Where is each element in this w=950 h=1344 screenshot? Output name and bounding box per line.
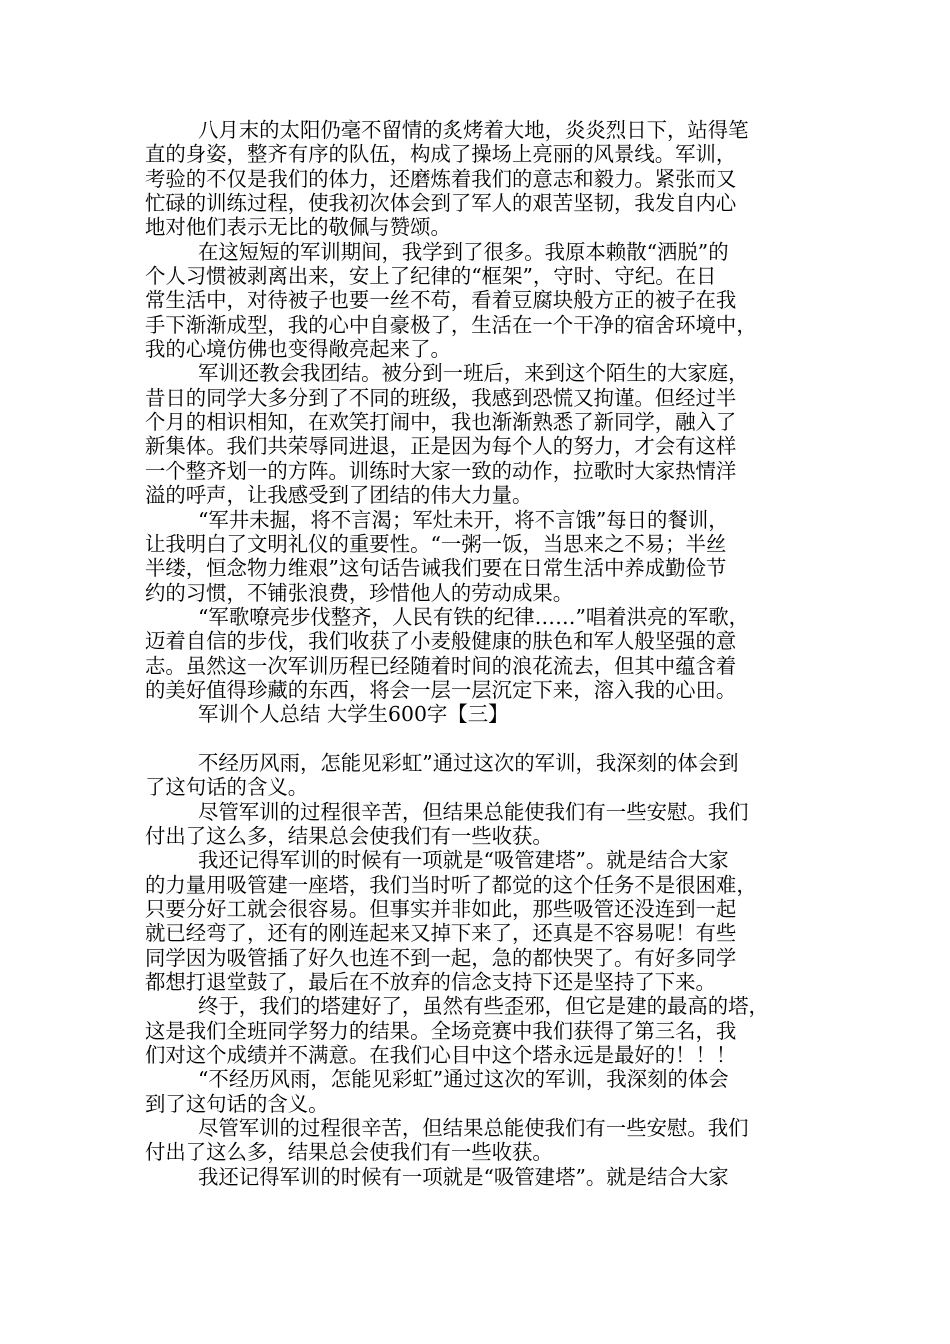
text-line: “军井未掘，将不言渴；军灶未开，将不言饿”每日的餐训， <box>198 507 729 532</box>
text-line: “军歌嘹亮步伐整齐，人民有铁的纪律……”唱着洪亮的军歌， <box>198 604 750 629</box>
text-line: 八月末的太阳仍毫不留情的炙烤着大地，炎炎烈日下，站得笔 <box>198 118 749 142</box>
text-line: 同学因为吸管插了好久也连不到一起，急的都快哭了。有好多同学 <box>145 945 737 970</box>
text-line: “不经历风雨，怎能见彩虹”通过这次的军训，我深刻的体会 <box>198 1067 729 1092</box>
text-line: 都想打退堂鼓了，最后在不放弃的信念支持下还是坚持了下来。 <box>145 970 716 995</box>
text-line: 让我明白了文明礼仪的重要性。“一粥一饭，当思来之不易；半丝 <box>145 531 727 556</box>
text-line: 忙碌的训练过程，使我初次体会到了军人的艰苦坚韧，我发自内心 <box>145 191 737 216</box>
text-line: 直的身姿，整齐有序的队伍，构成了操场上亮丽的风景线。军训， <box>145 142 737 167</box>
text-line: 们对这个成绩并不满意。在我们心目中这个塔永远是最好的！！！ <box>145 1043 737 1068</box>
text-line: 昔日的同学大多分到了不同的班级，我感到恐慌又拘谨。但经过半 <box>145 385 737 410</box>
text-line: 我的心境仿佛也变得敞亮起来了。 <box>145 337 451 362</box>
text-line: 一个整齐划一的方阵。训练时大家一致的动作，拉歌时大家热情洋 <box>145 458 737 483</box>
text-line: 半缕，恒念物力维艰”这句话告诫我们要在日常生活中养成勤俭节 <box>145 556 727 581</box>
text-line: 到了这句话的含义。 <box>145 1091 329 1116</box>
text-line: 尽管军训的过程很辛苦，但结果总能使我们有一些安慰。我们 <box>198 1116 749 1141</box>
text-line: 个人习惯被剥离出来，安上了纪律的“框架”，守时、守纪。在日 <box>145 264 717 289</box>
text-line: 个月的相识相知，在欢笑打闹中，我也渐渐熟悉了新同学，融入了 <box>145 410 737 435</box>
text-line: 了这句话的含义。 <box>145 775 309 800</box>
text-line: 手下渐渐成型，我的心中自豪极了，生活在一个干净的宿舍环境中， <box>145 312 757 337</box>
text-line: 的美好值得珍藏的东西，将会一层一层沉定下来，溶入我的心田。 <box>145 677 737 702</box>
text-line: 在这短短的军训期间，我学到了很多。我原本赖散“洒脱”的 <box>198 239 729 264</box>
text-line: 尽管军训的过程很辛苦，但结果总能使我们有一些安慰。我们 <box>198 799 749 824</box>
text-line: 我还记得军训的时候有一项就是“吸管建塔”。就是结合大家 <box>198 1164 729 1189</box>
text-line: 新集体。我们共荣辱同进退，正是因为每个人的努力，才会有这样 <box>145 434 737 459</box>
text-line: 不经历风雨，怎能见彩虹”通过这次的军训，我深刻的体会到 <box>198 750 739 775</box>
document-body <box>145 118 807 1189</box>
text-line: 终于，我们的塔建好了，虽然有些歪邪，但它是建的最高的塔， <box>198 994 769 1019</box>
text-line: 迈着自信的步伐，我们收获了小麦般健康的肤色和军人般坚强的意 <box>145 629 737 654</box>
text-line: 常生活中，对待被子也要一丝不苟，看着豆腐块般方正的被子在我 <box>145 288 737 313</box>
text-line: 这是我们全班同学努力的结果。全场竞赛中我们获得了第三名，我 <box>145 1018 737 1043</box>
blank-line <box>145 727 807 751</box>
text-line: 付出了这么多，结果总会使我们有一些收获。 <box>145 1140 553 1165</box>
text-line: 考验的不仅是我们的体力，还磨炼着我们的意志和毅力。紧张而又 <box>145 166 737 191</box>
text-line: 地对他们表示无比的敬佩与赞颂。 <box>145 215 451 240</box>
text-line: 约的习惯，不铺张浪费，珍惜他人的劳动成果。 <box>145 580 574 605</box>
text-line: 志。虽然这一次军训历程已经随着时间的浪花流去，但其中蕴含着 <box>145 653 737 678</box>
section-heading: 军训个人总结 大学生600字【三】 <box>198 702 509 727</box>
text-line: 溢的呼声，让我感受到了团结的伟大力量。 <box>145 483 533 508</box>
text-line: 付出了这么多，结果总会使我们有一些收获。 <box>145 823 553 848</box>
text-line: 军训还教会我团结。被分到一班后，来到这个陌生的大家庭， <box>198 361 749 386</box>
text-line: 我还记得军训的时候有一项就是“吸管建塔”。就是结合大家 <box>198 848 729 873</box>
text-line: 就已经弯了，还有的刚连起来又掉下来了，还真是不容易呢！有些 <box>145 921 737 946</box>
text-line: 只要分好工就会很容易。但事实并非如此，那些吸管还没连到一起 <box>145 897 737 921</box>
text-line: 的力量用吸管建一座塔，我们当时听了都觉的这个任务不是很困难， <box>145 872 757 897</box>
